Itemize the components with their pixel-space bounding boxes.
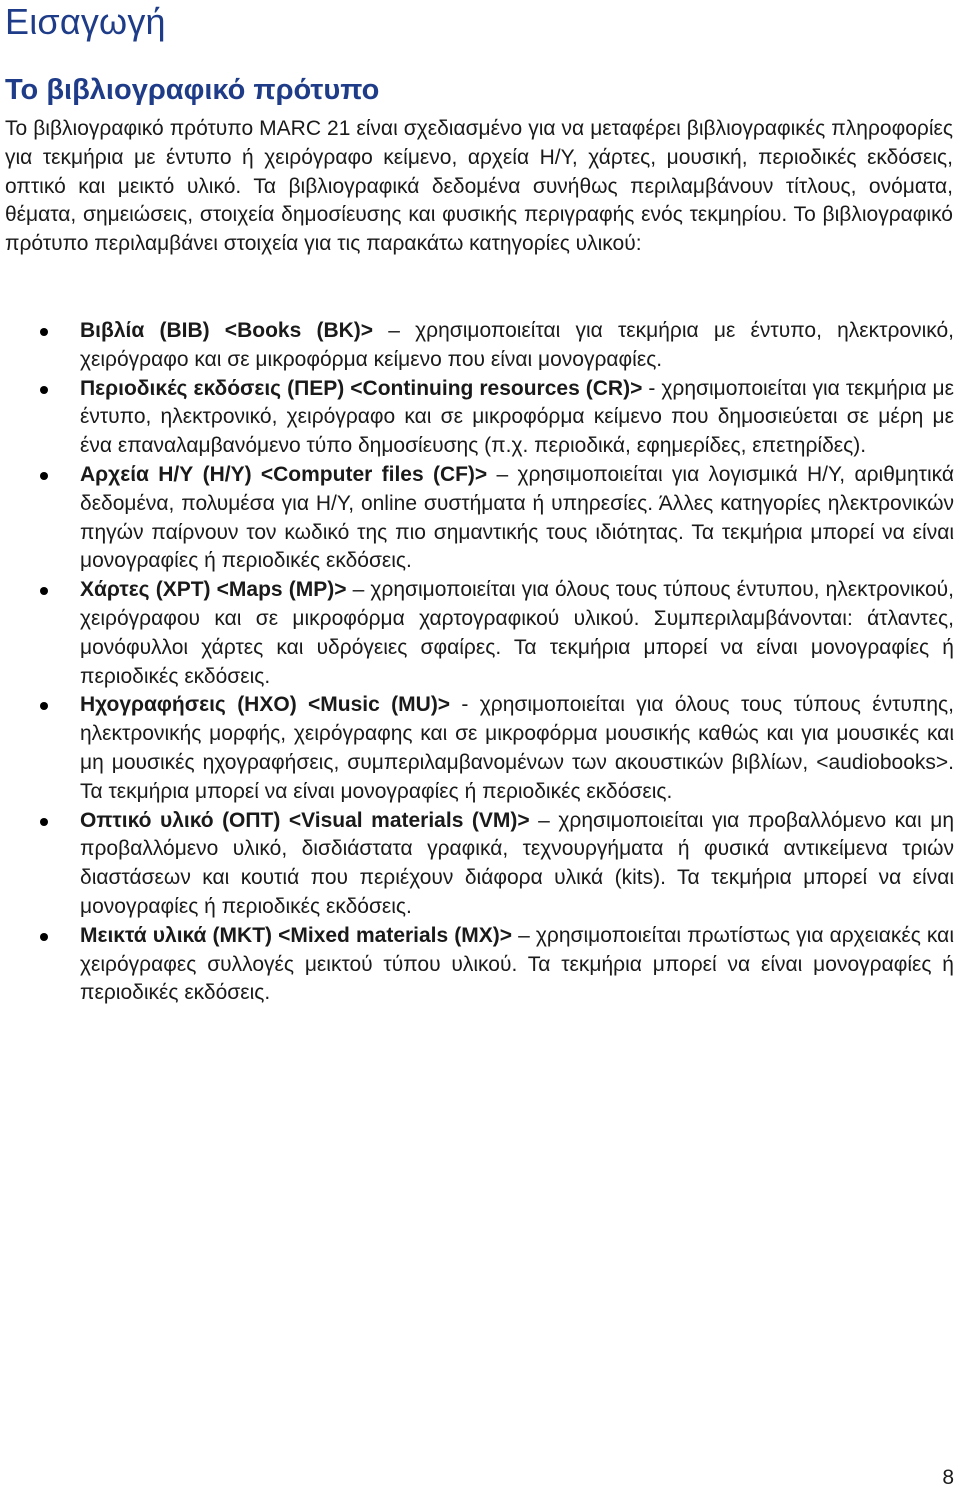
bullet-icon [40, 386, 48, 394]
list-item [0, 461, 960, 576]
list-item-term: Μεικτά υλικά (ΜΚΤ) <Mixed materials (MX)> [80, 923, 513, 947]
list-item [0, 691, 960, 806]
bullet-icon [40, 818, 48, 826]
list-item [0, 807, 960, 922]
list-item-text: – χρησιμοποιείται για τεκμήρια με έντυπο, ηλεκτρονικό, χειρόγραφο και σε μικροφόρμα κείμενο που είναι μονογραφίες. [80, 319, 954, 371]
list-item-term: Οπτικό υλικό (ΟΠΤ) <Visual materials (VM)> [80, 808, 530, 832]
intro-paragraph: Το βιβλιογραφικό πρότυπο MARC 21 είναι σχεδιασμένο για να μεταφέρει βιβλιογραφικές πληροφορίες για τεκμήρια με έντυπο ή χειρόγραφο κείμενο, αρχεία Η/Υ, χάρτες, μουσική, περιοδικές εκδόσεις, οπτικό και μεικτό υλικό. Τα βιβλιογραφικά δεδομένα συνήθως περιλαμβάνουν τίτλους, ονόματα, θέματα, σημειώσεις, στοιχεία δημοσίευσης και φυσικής περιγραφής ενός τεκμηρίου. Το βιβλιογραφικό πρότυπο περιλαμβάνει στοιχεία για τις παρακάτω κατηγορίες υλικού: [5, 117, 953, 256]
material-categories-list [0, 317, 960, 1008]
list-item [0, 317, 960, 375]
page-number: 8 [942, 1466, 954, 1489]
list-item-text: – χρησιμοποιείται για όλους τους τύπους έντυπου, ηλεκτρονικού, χειρόγραφου και σε μικροφόρμα χαρτογραφικού υλικού. Συμπεριλαμβάνονται: άτλαντες, μονόφυλλοι χάρτες και υδρόγειες σφαίρες. Τα τεκμήρια μπορεί να είναι μονογραφίες ή περιοδικές εκδόσεις. [80, 578, 954, 688]
bullet-icon [40, 587, 48, 595]
list-item [0, 375, 960, 461]
bullet-icon [40, 702, 48, 710]
section-title: Το βιβλιογραφικό πρότυπο [5, 74, 380, 106]
page-title: Εισαγωγή [5, 1, 166, 42]
list-item-text: - χρησιμοποιείται για όλους τους τύπους έντυπης, ηλεκτρονικής μορφής, χειρόγραφης και σε μικροφόρμα μουσικής καθώς και για μουσικές και μη μουσικές ηχογραφήσεις, συμπεριλαμβανομένων των ακουστικών βιβλίων, <audiobooks>. Τα τεκμήρια μπορεί να είναι μονογραφίες ή περιοδικές εκδόσεις. [80, 693, 954, 803]
list-item-text: – χρησιμοποιείται πρωτίστως για αρχειακές και χειρόγραφες συλλογές μεικτού τύπου υλικού. Τα τεκμήρια μπορεί να είναι μονογραφίες ή περιοδικές εκδόσεις. [80, 923, 954, 1005]
bullet-icon [40, 933, 48, 941]
list-item-text: – χρησιμοποιείται για λογισμικά Η/Υ, αριθμητικά δεδομένα, πολυμέσα για Η/Υ, online συστήματα ή υπηρεσίες. Άλλες κατηγορίες ηλεκτρονικών πηγών παίρνουν τον κωδικό της πιο σημαντικής τους ιδιότητας. Τα τεκμήρια μπορεί να είναι μονογραφίες ή περιοδικές εκδόσεις. [80, 462, 955, 573]
bullet-icon [40, 328, 48, 336]
list-item-text: - χρησιμοποιείται για τεκμήρια με έντυπο, ηλεκτρονικό, χειρόγραφο και σε μικροφόρμα κείμενο που δημοσιεύεται σε μέρη με ένα επαναλαμβανόμενο τύπο δημοσίευσης (π.χ. περιοδικά, εφημερίδες, επετηρίδες). [80, 376, 954, 458]
bullet-icon [40, 472, 48, 480]
list-item-term: Χάρτες (ΧΡΤ) <Maps (MP)> [80, 578, 347, 602]
list-item-term: Περιοδικές εκδόσεις (ΠΕΡ) <Continuing resources (CR)> [80, 376, 643, 400]
list-item [0, 922, 960, 1008]
list-item-term: Βιβλία (ΒΙΒ) <Books (BK)> [80, 319, 374, 342]
list-item-term: Αρχεία Η/Υ (Η/Υ) <Computer files (CF)> [80, 462, 488, 486]
list-item [0, 576, 960, 691]
list-item-term: Ηχογραφήσεις (ΗΧΟ) <Music (MU)> [80, 693, 451, 717]
list-item-text: – χρησιμοποιείται για προβαλλόμενο και μη προβαλλόμενο υλικό, δισδιάστατα γραφικά, τεχνουργήματα ή φυσικά αντικείμενα τριών διαστάσεων και κουτιά που περιέχουν διάφορα υλικά (kits). Τα τεκμήρια μπορεί να είναι μονογραφίες ή περιοδικές εκδόσεις. [80, 808, 954, 918]
